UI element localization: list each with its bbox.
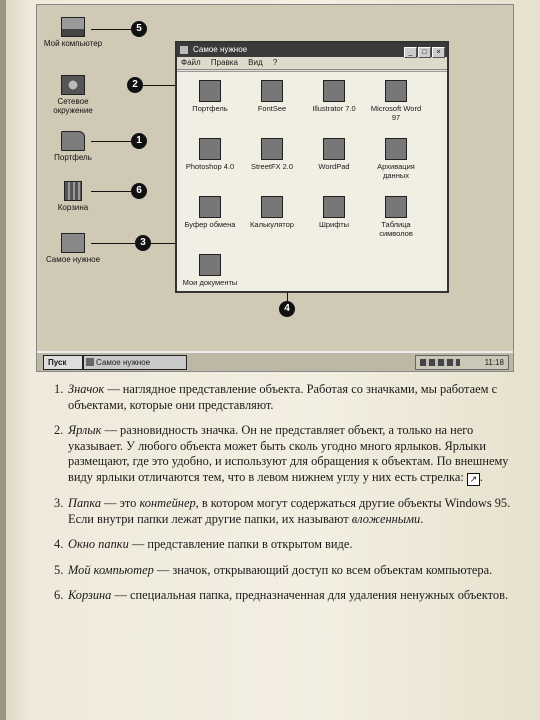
- taskbar-window-button[interactable]: Самое нужное: [83, 355, 187, 370]
- callout-4: 4: [279, 301, 295, 317]
- briefcase-icon: [199, 80, 221, 102]
- window-item[interactable]: [305, 80, 363, 113]
- screenshot-figure: [36, 4, 514, 372]
- window-item-label: WordPad: [318, 162, 350, 171]
- window-item[interactable]: [367, 196, 425, 238]
- callout-3: 3: [135, 235, 151, 251]
- term: Окно папки: [68, 537, 129, 552]
- window-item-label: Microsoft Word 97: [370, 104, 422, 122]
- desktop-icon-briefcase[interactable]: [43, 131, 103, 162]
- window-item[interactable]: [181, 138, 239, 171]
- fonts-folder-icon: [323, 196, 345, 218]
- callout-1: 1: [131, 133, 147, 149]
- shortcut-folder-icon: [61, 233, 85, 253]
- window-item-label: Illustrator 7.0: [312, 104, 356, 113]
- clipboard-icon: [199, 196, 221, 218]
- computer-icon: [61, 17, 85, 37]
- window-item[interactable]: [243, 80, 301, 113]
- window-item-label: Photoshop 4.0: [185, 162, 235, 171]
- item-number: 6.: [54, 588, 64, 603]
- desktop-icon-label: Мой компьютер: [43, 39, 103, 48]
- window-item-label: Мои документы: [182, 278, 238, 287]
- close-button[interactable]: ×: [432, 47, 445, 58]
- definition-item: [54, 588, 512, 604]
- term: Ярлык: [68, 423, 102, 438]
- folder-window[interactable]: [175, 41, 449, 293]
- window-item-label: Шрифты: [318, 220, 350, 229]
- menu-file[interactable]: Файл: [181, 58, 201, 67]
- definition-text: , в котором могут содержаться другие объекты Windows 95. Если внутри папки лежат другие папки, их называют: [68, 495, 511, 526]
- system-tray: [415, 355, 509, 370]
- window-item[interactable]: [305, 138, 363, 171]
- app-icon: [261, 138, 283, 160]
- definitions-list: [54, 382, 512, 614]
- window-item[interactable]: [367, 138, 425, 180]
- desktop-icon-my-computer[interactable]: [43, 17, 103, 48]
- term: Папка: [68, 495, 102, 510]
- definition-item: [54, 562, 512, 579]
- menu-help[interactable]: ?: [272, 58, 278, 67]
- desktop-icon-label: Самое нужное: [45, 255, 101, 264]
- callout-line: [91, 243, 135, 244]
- term: Корзина: [68, 588, 112, 603]
- app-icon: [323, 138, 345, 160]
- desktop-icon-label: Корзина: [57, 203, 89, 212]
- menu-view[interactable]: Вид: [248, 58, 263, 67]
- window-content: [177, 71, 447, 291]
- book-spine: [0, 0, 6, 720]
- app-icon: [385, 80, 407, 102]
- desktop-icon-recycle-bin[interactable]: [43, 181, 103, 212]
- window-title: Самое нужное: [193, 45, 248, 54]
- window-item[interactable]: [243, 138, 301, 171]
- window-item-label: Архивация данных: [377, 162, 415, 180]
- window-item[interactable]: [181, 254, 239, 287]
- taskbar: [37, 351, 513, 371]
- app-icon: [199, 138, 221, 160]
- shortcut-arrow-icon: ↗: [467, 473, 480, 486]
- window-item-label: Калькулятор: [250, 220, 294, 229]
- window-item[interactable]: [181, 196, 239, 229]
- window-item[interactable]: [181, 80, 239, 113]
- definition-text: — представление папки в открытом виде.: [128, 537, 353, 552]
- item-number: 3.: [54, 495, 64, 510]
- desktop-icon-network[interactable]: [43, 75, 103, 115]
- desktop-icon-shortcut[interactable]: [43, 233, 103, 264]
- callout-line: [91, 191, 131, 192]
- window-item-label: Буфер обмена: [184, 220, 236, 229]
- keyword: контейнер: [139, 495, 196, 510]
- window-item[interactable]: [367, 80, 425, 122]
- callout-line: [91, 29, 131, 30]
- item-number: 2.: [54, 423, 64, 438]
- window-titlebar[interactable]: [177, 43, 447, 57]
- item-number: 5.: [54, 562, 64, 577]
- charmap-icon: [385, 196, 407, 218]
- callout-6: 6: [131, 183, 147, 199]
- definition-item: [54, 537, 512, 553]
- app-icon: [323, 80, 345, 102]
- callout-5: 5: [131, 21, 147, 37]
- window-item-label: FontSee: [257, 104, 287, 113]
- desktop-icon-label: Портфель: [54, 153, 92, 162]
- recycle-bin-icon: [64, 181, 82, 201]
- window-item-label: Таблица символов: [379, 220, 413, 238]
- item-number: 1.: [54, 382, 64, 396]
- folder-icon: [180, 46, 188, 54]
- keyword: вложенными: [351, 511, 421, 526]
- term: Мой компьютер: [68, 562, 154, 577]
- start-button[interactable]: Пуск: [43, 355, 83, 370]
- maximize-button[interactable]: □: [418, 47, 431, 58]
- item-number: 4.: [54, 537, 64, 552]
- term: Значок: [68, 382, 105, 396]
- definition-text: .: [420, 511, 424, 526]
- menu-edit[interactable]: Правка: [210, 58, 238, 67]
- definition-item: [54, 423, 512, 486]
- definition-text: — специальная папка, предназначенная для удаления ненужных объектов.: [111, 588, 509, 603]
- clock: 11:18: [484, 358, 504, 367]
- definition-item: [54, 495, 512, 527]
- window-item[interactable]: [305, 196, 363, 229]
- definition-text: — наглядное представление объекта. Работая со значками, мы работаем с объектами, которые они представляют.: [68, 382, 498, 412]
- window-item-label: StreetFX 2.0: [250, 162, 294, 171]
- minimize-button[interactable]: _: [404, 47, 417, 58]
- definition-text: — разновидность значка. Он не представляет объект, а только на него указывает. У любого объекта может быть сколь угодно много ярлыков. Ярлыки размещают, где это удобно, и используют для обращения к объектам. По внешнему виду ярлыки отличаются тем, что в левом нижнем углу у них есть стрелка:: [68, 423, 509, 484]
- desktop-icon-label: Сетевое окружение: [53, 97, 93, 115]
- definition-text: .: [479, 469, 483, 484]
- folder-icon: [199, 254, 221, 276]
- app-icon: [261, 80, 283, 102]
- network-icon: [61, 75, 85, 95]
- window-item[interactable]: [243, 196, 301, 229]
- definition-text: — это: [101, 495, 140, 510]
- definition-item: [54, 382, 512, 413]
- calculator-icon: [261, 196, 283, 218]
- briefcase-icon: [61, 131, 85, 151]
- callout-line: [91, 141, 131, 142]
- definition-text: — значок, открывающий доступ ко всем объектам компьютера.: [153, 562, 493, 577]
- window-item-label: Портфель: [192, 104, 228, 113]
- callout-2: 2: [127, 77, 143, 93]
- app-icon: [385, 138, 407, 160]
